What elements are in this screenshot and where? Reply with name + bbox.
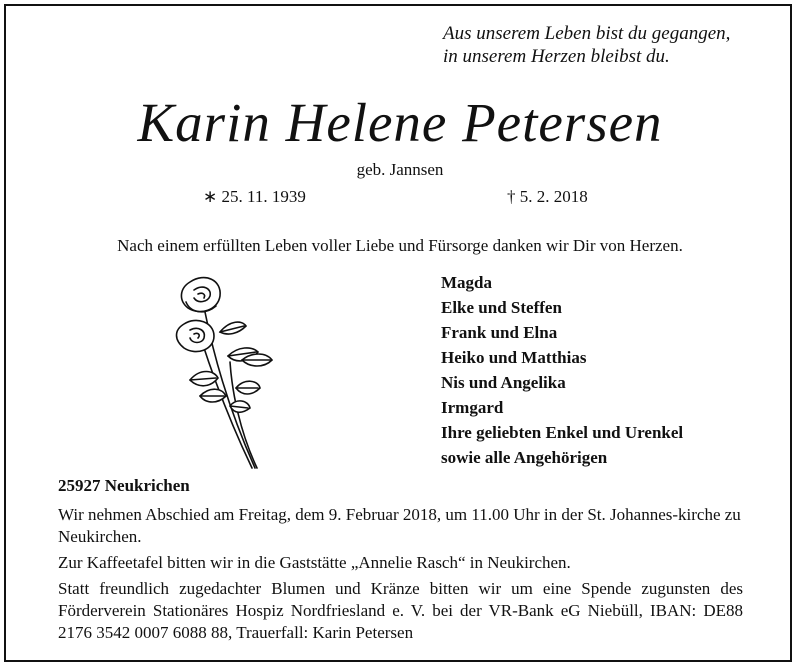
birth-date: ∗ 25. 11. 1939 xyxy=(203,187,306,206)
mourners-list xyxy=(441,270,683,470)
motto-quote xyxy=(443,22,773,68)
mourner-name: Frank und Elna xyxy=(441,323,558,342)
mourner-name: Magda xyxy=(441,273,492,292)
mourner-name: Heiko und Matthias xyxy=(441,348,587,367)
death-date: † 5. 2. 2018 xyxy=(507,187,588,206)
mourner-name: Irmgard xyxy=(441,398,504,417)
rose-icon xyxy=(160,272,280,472)
donation-paragraph: Statt freundlich zugedachter Blumen und Kränze bitten wir um eine Spende zugunsten des Förderverein Stationäres Hospiz Nordfriesland e. V. bei der VR-Bank eG Niebüll, IBAN: DE88 2176 3542 0007 6088 88, Trauerfall: Karin Petersen xyxy=(58,579,743,642)
born-name: geb. Jannsen xyxy=(356,160,444,179)
mourner-name: Ihre geliebten Enkel und Urenkel xyxy=(441,423,684,442)
mourner-name: Nis und Angelika xyxy=(441,373,566,392)
mourner-name: sowie alle Angehörigen xyxy=(441,448,608,467)
motto-line-1: Aus unserem Leben bist du gegangen, xyxy=(443,23,731,44)
farewell-paragraph: Wir nehmen Abschied am Freitag, dem 9. Februar 2018, um 11.00 Uhr in der St. Johannes-kirche zu Neukirchen. xyxy=(58,505,741,546)
coffee-paragraph: Zur Kaffeetafel bitten wir in die Gaststätte „Annelie Rasch“ in Neukirchen. xyxy=(58,553,571,572)
place-line: 25927 Neukrichen xyxy=(58,476,190,495)
motto-line-2: in unserem Herzen bleibst du. xyxy=(443,46,670,67)
deceased-name: Karin Helene Petersen xyxy=(137,92,663,153)
thanks-line: Nach einem erfüllten Leben voller Liebe und Fürsorge danken wir Dir von Herzen. xyxy=(117,236,683,255)
mourner-name: Elke und Steffen xyxy=(441,298,562,317)
